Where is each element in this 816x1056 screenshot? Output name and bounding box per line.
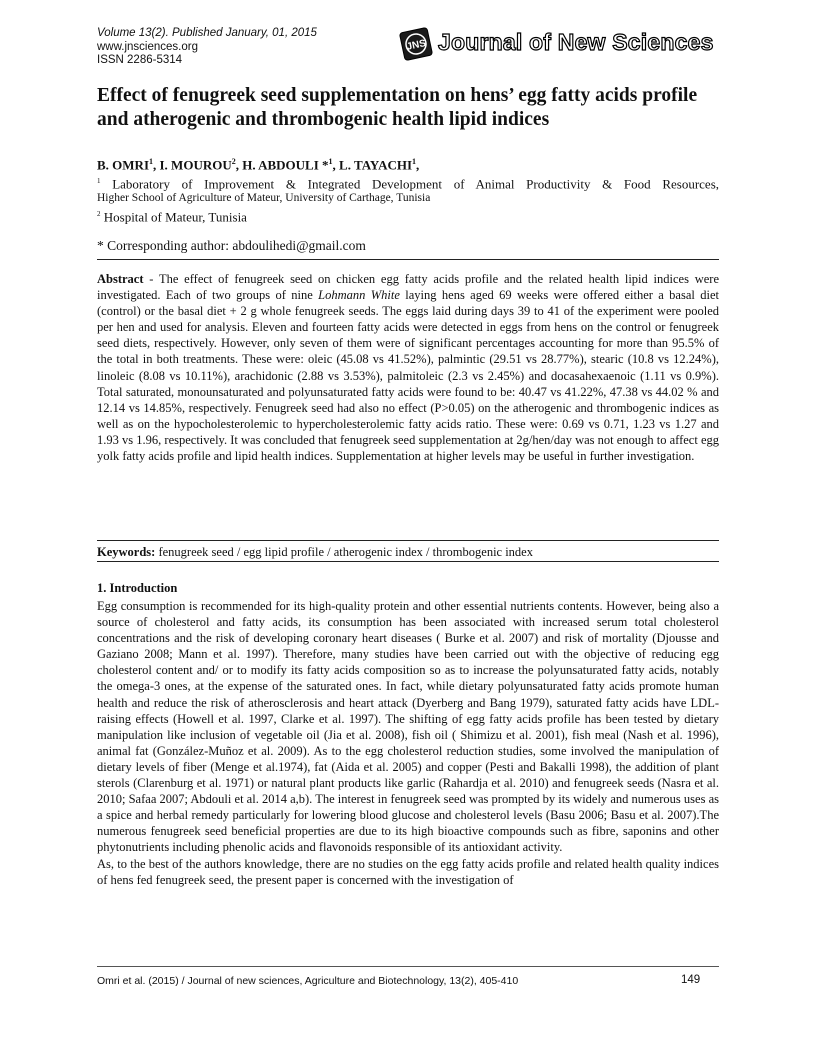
affiliation-1-line2: Higher School of Agriculture of Mateur, University of Carthage, Tunisia — [97, 192, 431, 204]
logo-text: Journal of New Sciences — [438, 29, 714, 55]
footer-divider — [97, 966, 719, 967]
affiliation-2-sup: 2 — [97, 210, 101, 218]
introduction-body — [97, 598, 719, 888]
volume-line: Volume 13(2). Published January, 01, 2015 — [97, 27, 317, 39]
journal-meta — [97, 27, 317, 68]
author-3: , H. ABDOULI * — [235, 157, 329, 173]
author-2: , I. MOUROU — [153, 157, 232, 173]
abstract-italic: Lohmann White — [318, 288, 400, 303]
affiliation-1-line1: Laboratory of Improvement & Integrated Development of Animal Productivity & Food Resources, — [112, 176, 720, 192]
author-1-sup: 1 — [149, 157, 153, 166]
divider-keywords-top — [97, 540, 719, 541]
intro-paragraph-2: As, to the best of the authors knowledge, there are no studies on the egg fatty acids profile and related health quality indices of hens fed fenugreek seed, the present paper is concerned with the investigation of — [97, 856, 719, 887]
author-2-sup: 2 — [231, 157, 236, 166]
issn-line: ISSN 2286-5314 — [97, 54, 183, 66]
affiliation-2 — [97, 206, 719, 225]
abstract-label: Abstract — [97, 272, 144, 286]
paper-title: Effect of fenugreek seed supplementation on hens’ egg fatty acids profile and atherogenic and thrombogenic health lipid indices — [97, 85, 698, 130]
abstract — [97, 271, 719, 464]
intro-paragraph-1: Egg consumption is recommended for its high-quality protein and other essential nutrients contents. However, being also a source of cholesterol and fatty acids, its consumption has been associated with increased serum total cholesterol concentrations and the risk of developing coronary heart diseases ( Burke et al. 2007) and risk of mortality (Djousse and Gaziano 2008; Mann et al. 1997). Therefore, many studies have been carried out with the objective of reducing egg cholesterol content and/ or to modify its fatty acids composition so as to increase the polyunsaturated fatty acids, notably the omega-3 ones, at the expense of the saturated ones. In fact, while dietary polyunsaturated fatty acids promote human health and reduce the risk of atherosclerosis and heart attack (Dyerberg and Bang 1979), saturated fatty acids have LDL-raising effects (Howell et al. 1997, Clarke et al. 1997). The shifting of egg fatty acids profile has been tested by dietary manipulation like inclusion of vegetable oil (Jia et al. 2008), fish oil ( Shimizu et al. 2001), fish meal (Nash et al. 1996), animal fat (González-Muñoz et al. 2009). As to the egg cholesterol reduction studies, some involved the manipulation of dietary levels of fiber (Menge et al.1974), fat (Aida et al. 2005) and copper (Pesti and Bakalli 1998), the addition of plant sterols (Clarenburg et al. 1971) or natural plant products like garlic (Rahardja et al. 2010) and fenugreek seeds (Nasra et al. 2010; Safaa 2007; Abdouli et al. 2014 a,b). The interest in fenugreek seed was prompted by its widely and numerous uses as a spice and herbal remedy particularly for lowering blood glucose and cholesterol levels (Basu 2006; Basu et al. 2007).The numerous fenugreek seed beneficial properties are due to its high bioactive compounds such as fibre, saponins and other phytonutrients including phenolic acids and flavonoids responsible of its antioxidant activity. — [97, 599, 719, 855]
divider-keywords-bottom — [97, 561, 719, 562]
logo-badge-text: JNS — [405, 38, 427, 53]
affiliation-1-sup: 1 — [97, 177, 101, 185]
keywords — [97, 545, 719, 560]
keywords-label: Keywords: — [97, 545, 156, 559]
footer-citation: Omri et al. (2015) / Journal of new sciences, Agriculture and Biotechnology, 13(2), 405-410 — [97, 975, 519, 987]
author-4: , L. TAYACHI — [332, 157, 413, 173]
journal-logo — [398, 26, 720, 62]
abstract-text-2: laying hens aged 69 weeks were offered either a basal diet (control) or the basal diet + 2 g whole fenugreek seeds. The eggs laid during days 39 to 41 of the experiment were pooled per hen and used for analysis. Eleven and fourteen fatty acids were detected in eggs from hens on the control or fenugreek seed diets, respectively. However, only seven of them were of significant percentages accounting for more than 95.5% of the total in both treatments. These were: oleic (45.08 vs 41.52%), palmintic (29.51 vs 28.77%), stearic (10.8 vs 12.24%), linoleic (8.08 vs 10.11%), arachidonic (2.88 vs 3.53%), palmitoleic (2.3 vs 2.45%) and docasahexaenoic (1.11 vs 0.9%). Total saturated, monounsaturated and polyunsaturated fatty acids were found to be: 40.47 vs 41.22%, 47.38 vs 44.02 % and 12.14 vs 14.85%, respectively. Fenugreek seed had also no effect (P>0.05) on the atherogenic and thrombogenic indices as well as on the hypocholesterolemic to hypercholesterolemic fatty acids ratio. These were: 0.69 vs 0.71, 1.23 vs 1.27 and 1.93 vs 1.96, respectively. It was concluded that fenugreek seed supplementation at 2g/hen/day was not enough to affect egg yolk fatty acids profile and lipid health indices. Supplementation at higher levels may be useful in further investigation. — [97, 288, 719, 464]
abstract-text-1: - The effect of fenugreek seed on chicken egg fatty acids profile and the related health lipid indices were investigated. Each of two groups of nine — [97, 272, 719, 303]
affiliation-2-text: Hospital of Mateur, Tunisia — [103, 209, 247, 225]
authors — [97, 157, 419, 173]
author-4-sup: 1 — [412, 157, 417, 166]
page-number: 149 — [681, 974, 701, 986]
corresponding-author: * Corresponding author: abdoulihedi@gmail.com — [97, 238, 366, 253]
keywords-text: fenugreek seed / egg lipid profile / atherogenic index / thrombogenic index — [155, 545, 533, 559]
author-3-sup: 1 — [328, 157, 333, 166]
jns-badge-icon — [398, 26, 434, 62]
authors-end: , — [416, 157, 420, 173]
section-heading-introduction: 1. Introduction — [97, 581, 178, 595]
divider-top — [97, 259, 719, 260]
author-1: B. OMRI — [97, 157, 149, 173]
website-line: www.jnsciences.org — [97, 40, 198, 53]
